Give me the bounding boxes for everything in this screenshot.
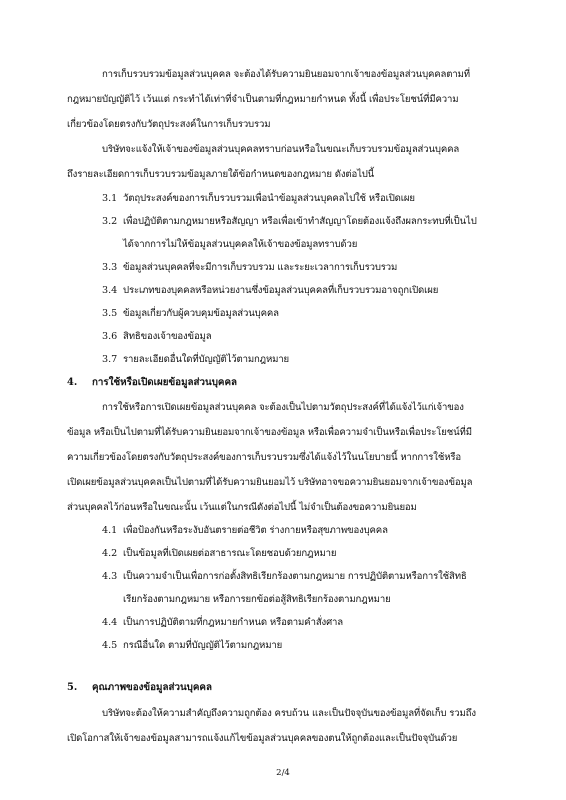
paragraph-line: เปิดโอกาสให้เจ้าของข้อมูลสามารถแจ้งแก้ไขข้อมูลส่วนบุคคลของตนให้ถูกต้องและเป็นปัจจุบันด้วย [67,733,458,744]
paragraph-line: การใช้หรือการเปิดเผยข้อมูลส่วนบุคคล จะต้องเป็นไปตามวัตถุประสงค์ที่ได้แจ้งไว้แก่เจ้าของ [102,402,464,413]
paragraph-line: เปิดเผยข้อมูลส่วนบุคคลเป็นไปตามที่ได้รับความยินยอมไว้ บริษัทอาจขอความยินยอมจากเจ้าของข้อมูล [67,477,473,488]
list-item-text: ข้อมูลส่วนบุคคลที่จะมีการเก็บรวบรวม และระยะเวลาการเก็บรวบรวม [123,262,398,273]
paragraph-line: ส่วนบุคคลไว้ก่อนหรือในขณะนั้น เว้นแต่ในกรณีดังต่อไปนี้ ไม่จำเป็นต้องขอความยินยอม [67,502,417,513]
list-item-number: 4.2 [102,548,118,559]
paragraph-line: ถึงรายละเอียดการเก็บรวบรวมข้อมูลภายใต้ข้อกำหนดของกฎหมาย ดังต่อไปนี้ [67,169,375,180]
section-number: 4. [67,377,78,388]
list-item-text: เพื่อป้องกันหรือระงับอันตรายต่อชีวิต ร่างกายหรือสุขภาพของบุคคล [123,525,388,536]
list-item-text: เป็นความจำเป็นเพื่อการก่อตั้งสิทธิเรียกร้องตามกฎหมาย การปฏิบัติตามหรือการใช้สิทธิ [123,571,467,582]
paragraph-line: เกี่ยวข้องโดยตรงกับวัตถุประสงค์ในการเก็บรวบรวม [67,119,271,130]
list-item-text: กรณีอื่นใด ตามที่บัญญัติไว้ตามกฎหมาย [123,640,283,651]
list-item-text: ข้อมูลเกี่ยวกับผู้ควบคุมข้อมูลส่วนบุคคล [123,308,279,319]
paragraph-line: กฎหมายบัญญัติไว้ เว้นแต่ กระทำได้เท่าที่จำเป็นตามที่กฎหมายกำหนด ทั้งนี้ เพื่อประโยชน์ที่มีความ [67,94,459,105]
list-item-text: สิทธิของเจ้าของข้อมูล [123,331,212,342]
list-item-text: ได้จากการไม่ให้ข้อมูลส่วนบุคคลให้เจ้าของข้อมูลทราบด้วย [123,239,358,250]
paragraph-line: บริษัทจะแจ้งให้เจ้าของข้อมูลส่วนบุคคลทราบก่อนหรือในขณะเก็บรวบรวมข้อมูลส่วนบุคคล [102,144,460,155]
section-title: คุณภาพของข้อมูลส่วนบุคคล [92,682,212,693]
paragraph-line: ข้อมูล หรือเป็นไปตามที่ได้รับความยินยอมจากเจ้าของข้อมูล หรือเพื่อความจำเป็นหรือเพื่อประโยชน์ที่มี [67,427,472,438]
list-item-number: 4.5 [102,640,118,651]
page-number: 2/4 [276,768,290,778]
list-item-text: เพื่อปฏิบัติตามกฎหมายหรือสัญญา หรือเพื่อเข้าทำสัญญาโดยต้องแจ้งถึงผลกระทบที่เป็นไป [123,216,477,227]
list-item-text: รายละเอียดอื่นใดที่บัญญัติไว้ตามกฎหมาย [123,354,290,365]
list-item-number: 3.1 [102,193,118,204]
list-item-number: 3.2 [102,216,118,227]
section-number: 5. [67,682,78,693]
list-item-text: ประเภทของบุคคลหรือหน่วยงานซึ่งข้อมูลส่วนบุคคลที่เก็บรวบรวมอาจถูกเปิดเผย [123,285,439,296]
paragraph-line: ความเกี่ยวข้องโดยตรงกับวัตถุประสงค์ของการเก็บรวบรวมซึ่งได้แจ้งไว้ในนโยบายนี้ หากการใช้หรือ [67,452,461,463]
list-item-number: 3.7 [102,354,118,365]
list-item-text: เป็นข้อมูลที่เปิดเผยต่อสาธารณะโดยชอบด้วยกฎหมาย [123,548,337,559]
paragraph-line: การเก็บรวบรวมข้อมูลส่วนบุคคล จะต้องได้รับความยินยอมจากเจ้าของข้อมูลส่วนบุคคลตามที่ [102,69,470,80]
list-item-text: เรียกร้องตามกฎหมาย หรือการยกข้อต่อสู้สิทธิเรียกร้องตามกฎหมาย [123,594,391,605]
list-item-number: 4.1 [102,525,118,536]
paragraph-line: บริษัทจะต้องให้ความสำคัญถึงความถูกต้อง ครบถ้วน และเป็นปัจจุบันของข้อมูลที่จัดเก็บ รวมถึง [102,708,476,719]
list-item-text: เป็นการปฏิบัติตามที่กฎหมายกำหนด หรือตามคำสั่งศาล [123,617,343,628]
list-item-number: 4.4 [102,617,118,628]
list-item-number: 3.5 [102,308,118,319]
list-item-number: 3.6 [102,331,118,342]
list-item-number: 3.4 [102,285,118,296]
list-item-number: 3.3 [102,262,118,273]
list-item-text: วัตถุประสงค์ของการเก็บรวบรวมเพื่อนำข้อมูลส่วนบุคคลไปใช้ หรือเปิดเผย [123,193,415,204]
section-title: การใช้หรือเปิดเผยข้อมูลส่วนบุคคล [92,377,238,388]
list-item-number: 4.3 [102,571,118,582]
